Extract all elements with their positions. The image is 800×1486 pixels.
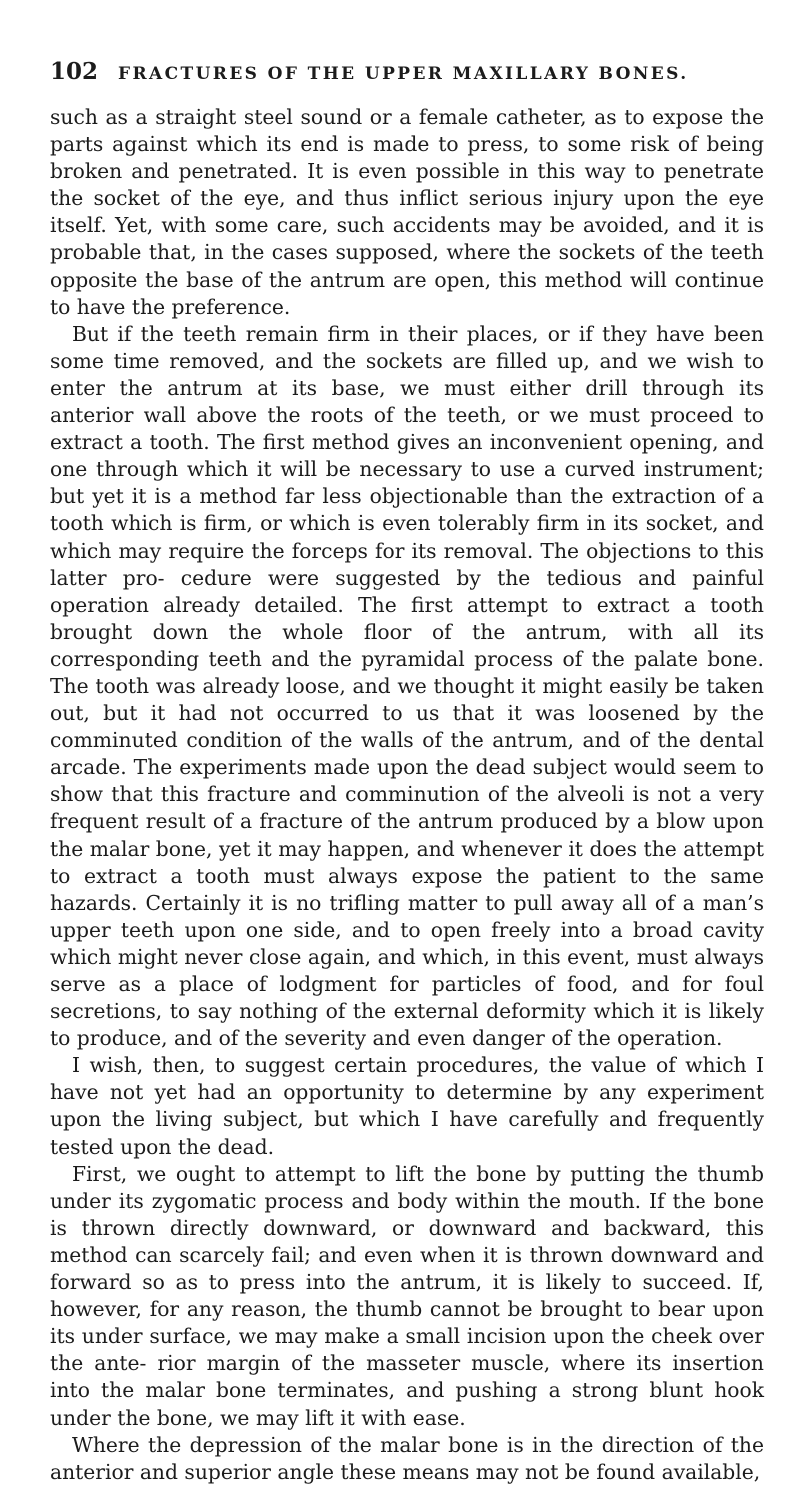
paragraph-procedures: I wish, then, to suggest certain procedures, the value of which I have not yet had an opportunity to determine by any experiment upon the living subject, but which I have carefully and frequently tested upon the dead. — [50, 1053, 764, 1159]
book-page — [50, 58, 764, 1486]
body-text — [50, 104, 764, 1486]
running-head — [50, 58, 764, 98]
paragraph-lift-bone: First, we ought to attempt to lift the bone by putting the thumb under its zygomatic process and body within the mouth. If the bone is thrown directly downward, or downward and backward, this method can scarcely fail; and even when it is thrown downward and forward so as to press into the antrum, it is likely to succeed. If, however, for any reason, the thumb cannot be brought to bear upon its under surface, we may make a small incision upon the cheek over the ante- rior margin of the masseter muscle, where its insertion into the malar bone terminates, and pushing a strong blunt hook under the bone, we may lift it with ease. — [50, 1161, 764, 1430]
running-title: FRACTURES OF THE UPPER MAXILLARY BONES. — [118, 64, 689, 84]
paragraph-teeth-firm: But if the teeth remain firm in their places, or if they have been some time removed, and the sockets are filled up, and we wish to enter the antrum at its base, we must either drill through its anterior wall above the roots of the teeth, or we must proceed to extract a tooth. The first method gives an inconvenient opening, and one through which it will be necessary to use a curved instrument; but yet it is a method far less objectionable than the extraction of a tooth which is firm, or which is even tolerably firm in its socket, and which may require the forceps for its removal. The objections to this latter pro- cedure were suggested by the tedious and painful operation already detailed. The first attempt to extract a tooth brought down the whole floor of the antrum, with all its corresponding teeth and the pyramidal process of the palate bone. The tooth was already loose, and we thought it might easily be taken out, but it had not occurred to us that it was loosened by the comminuted condition of the walls of the antrum, and of the dental arcade. The experiments made upon the dead subject would seem to show that this fracture and comminution of the alveoli is not a very frequent result of a fracture of the antrum produced by a blow upon the malar bone, yet it may happen, and whenever it does the attempt to extract a tooth must always expose the patient to the same hazards. Certainly it is no trifling matter to pull away all of a man’s upper teeth upon one side, and to open freely into a broad cavity which might never close again, and which, in this event, must always serve as a place of lodgment for particles of food, and for foul secretions, to say nothing of the external deformity which it is likely to produce, and of the severity and even danger of the operation. — [50, 321, 764, 1051]
page-number: 102 — [50, 58, 99, 85]
paragraph-continued: such as a straight steel sound or a female catheter, as to expose the parts against which its end is made to press, to some risk of being broken and penetrated. It is even possible in this way to penetrate the socket of the eye, and thus inflict serious injury upon the eye itself. Yet, with some care, such accidents may be avoided, and it is probable that, in the cases supposed, where the sockets of the teeth opposite the base of the antrum are open, this method will continue to have the preference. — [50, 105, 764, 319]
paragraph-depression: Where the depression of the malar bone is in the direction of the anterior and superior angle these means may not be found available, — [50, 1432, 764, 1484]
